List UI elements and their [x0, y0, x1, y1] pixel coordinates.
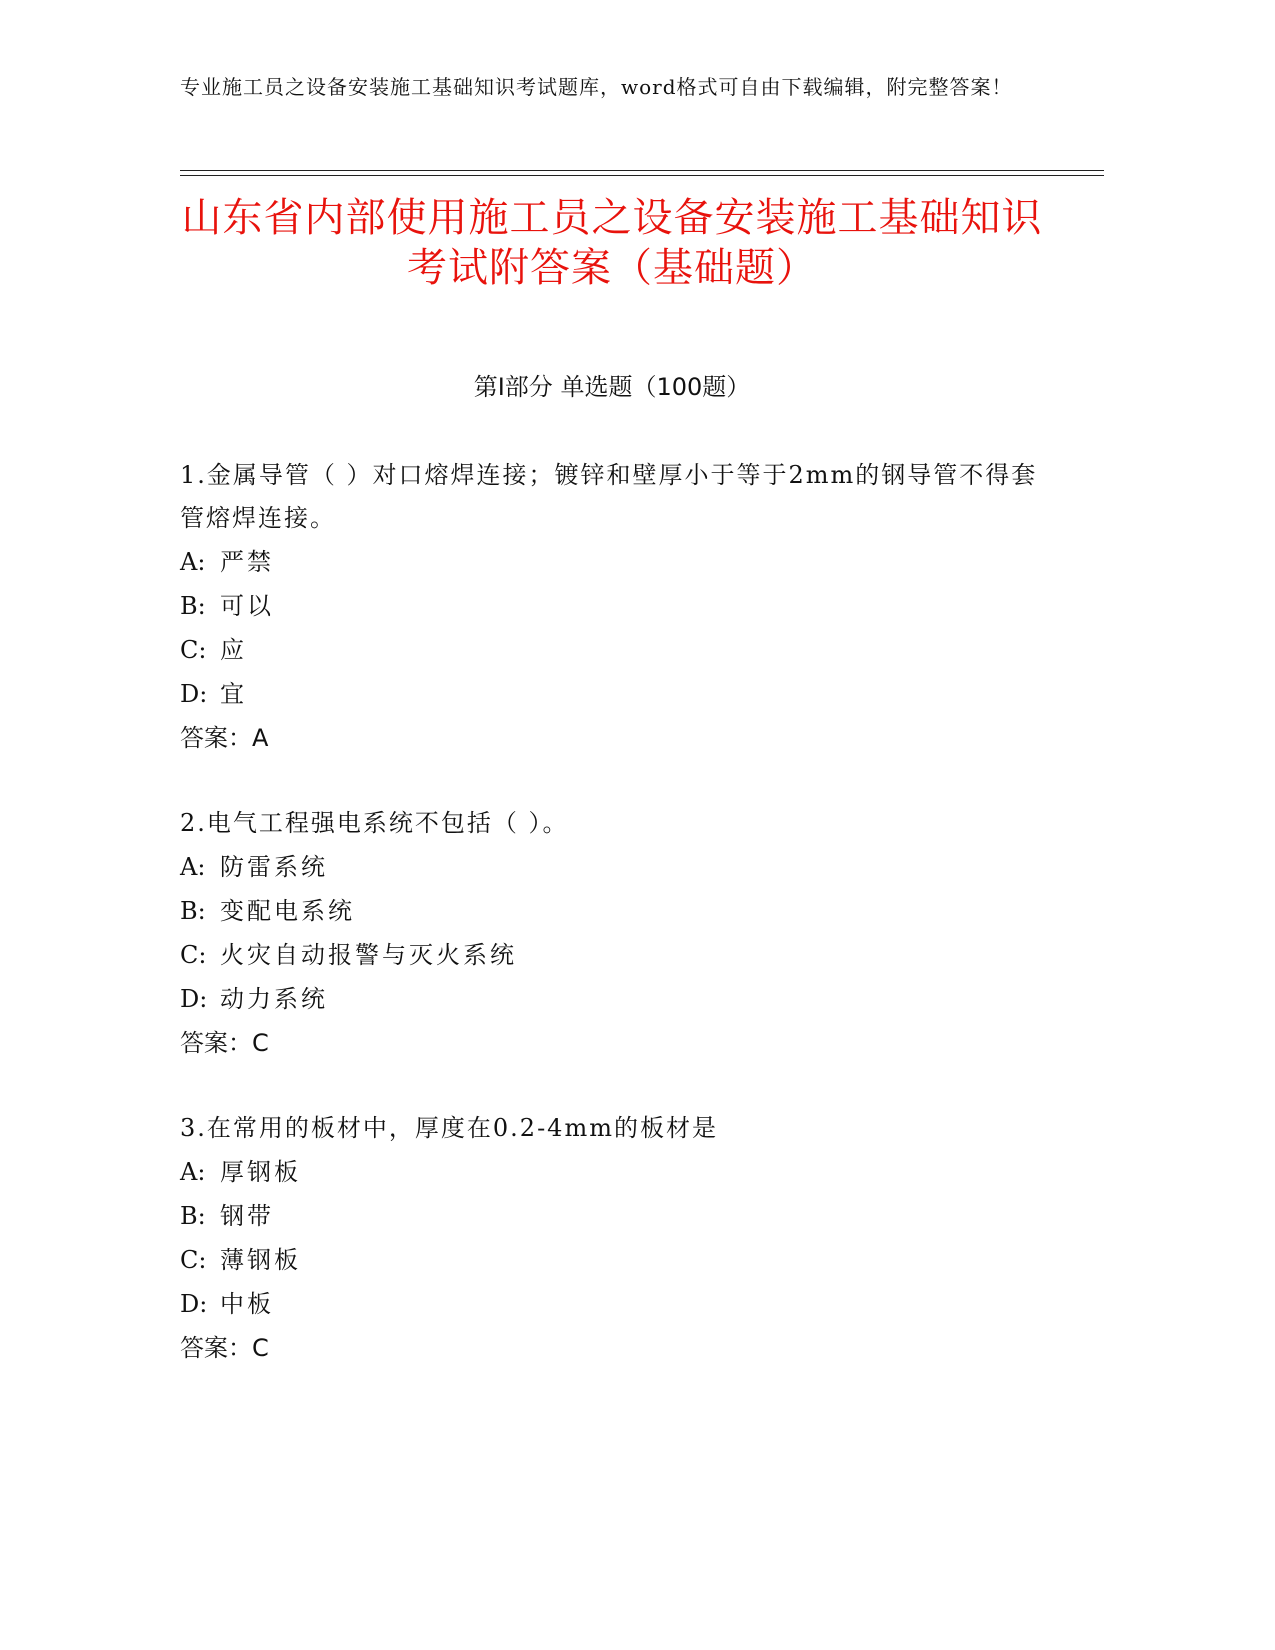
header-divider-bottom: [180, 175, 1104, 176]
answer: 答案：C: [180, 1029, 269, 1057]
header-divider-top: [180, 170, 1104, 171]
question-2: [180, 802, 1040, 1065]
option-b: [180, 1194, 1040, 1238]
option-text: 变配电系统: [220, 897, 355, 925]
option-c: [180, 933, 1040, 977]
option-text: 防雷系统: [220, 853, 328, 881]
option-text: 宜: [220, 680, 247, 708]
option-b: [180, 584, 1040, 628]
option-text: 动力系统: [220, 985, 328, 1013]
option-text: 应: [220, 636, 247, 664]
option-key: B:: [180, 897, 206, 925]
answer: 答案：C: [180, 1334, 269, 1362]
option-text: 中板: [220, 1290, 274, 1318]
option-key: C:: [180, 636, 207, 664]
document-title: 山东省内部使用施工员之设备安装施工基础知识考试附答案（基础题）: [181, 195, 1043, 291]
section-title: 第Ⅰ部分 单选题（100题）: [473, 373, 751, 401]
option-text: 薄钢板: [220, 1246, 301, 1274]
option-d: [180, 672, 1040, 716]
option-text: 钢带: [220, 1202, 274, 1230]
option-a: [180, 1150, 1040, 1194]
option-a: [180, 845, 1040, 889]
option-text: 火灾自动报警与灭火系统: [220, 941, 517, 969]
question-text: 1.金属导管（ ）对口熔焊连接；镀锌和壁厚小于等于2mm的钢导管不得套管熔焊连接。: [180, 461, 1038, 532]
question-text: 3.在常用的板材中，厚度在0.2-4mm的板材是: [180, 1114, 718, 1142]
option-key: D:: [180, 985, 208, 1013]
option-a: [180, 540, 1040, 584]
question-3: [180, 1107, 1040, 1370]
option-key: D:: [180, 680, 208, 708]
option-key: A:: [180, 1158, 206, 1186]
option-key: A:: [180, 853, 206, 881]
option-key: A:: [180, 548, 206, 576]
option-text: 厚钢板: [220, 1158, 301, 1186]
option-d: [180, 1282, 1040, 1326]
option-key: B:: [180, 1202, 206, 1230]
option-key: B:: [180, 592, 206, 620]
option-text: 严禁: [220, 548, 274, 576]
option-b: [180, 889, 1040, 933]
option-text: 可以: [220, 592, 274, 620]
question-text: 2.电气工程强电系统不包括（ ）。: [180, 809, 569, 837]
option-key: C:: [180, 1246, 207, 1274]
option-c: [180, 1238, 1040, 1282]
option-d: [180, 977, 1040, 1021]
header-note: 专业施工员之设备安装施工基础知识考试题库，word格式可自由下载编辑，附完整答案！: [180, 75, 1013, 99]
question-1: [180, 454, 1040, 760]
option-key: D:: [180, 1290, 208, 1318]
option-key: C:: [180, 941, 207, 969]
answer: 答案：A: [180, 724, 269, 752]
option-c: [180, 628, 1040, 672]
